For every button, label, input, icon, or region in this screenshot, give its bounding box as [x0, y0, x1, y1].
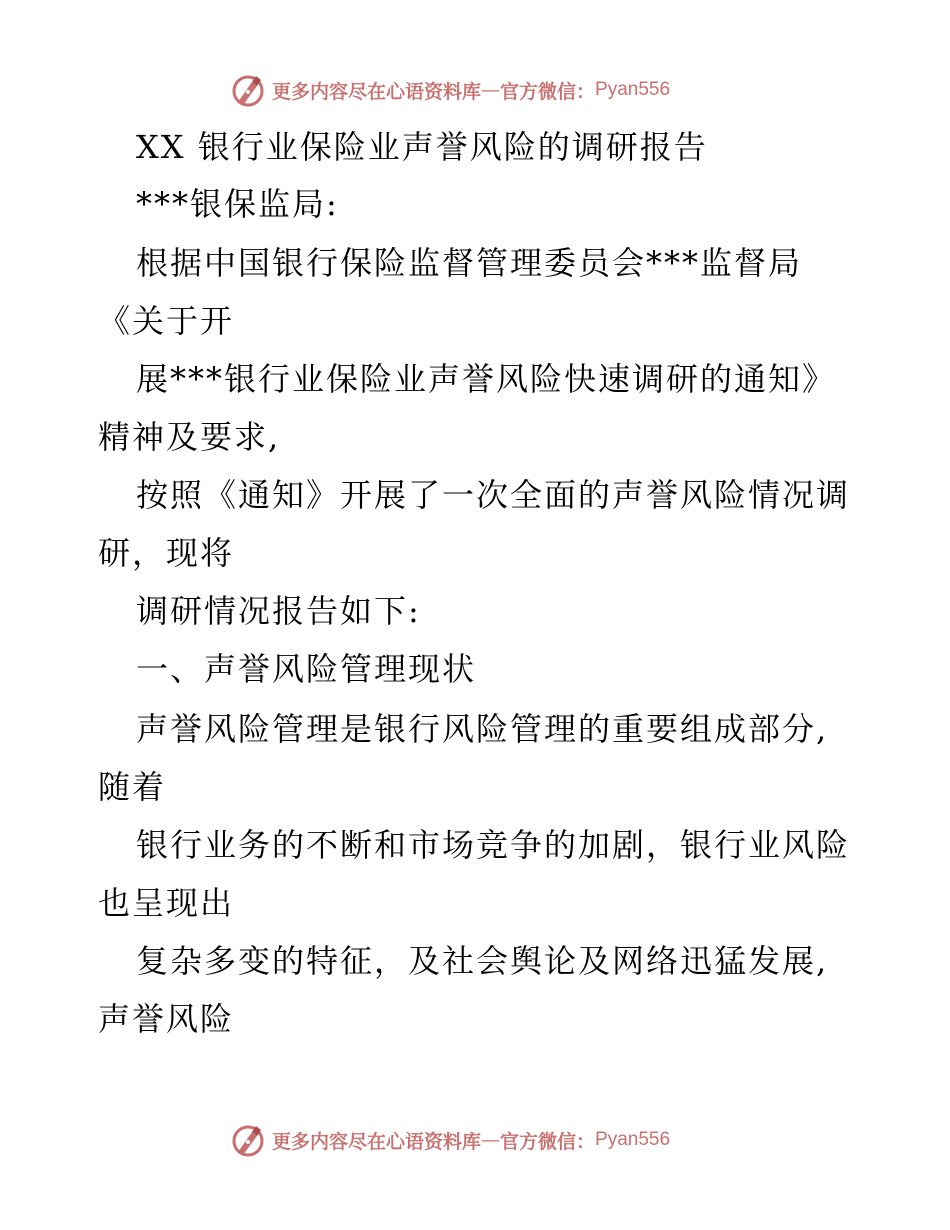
body-line: 根据中国银行保险监督管理委员会***监督局 [136, 244, 803, 282]
body-line: 也呈现出 [98, 884, 235, 922]
watermark-wechat-handle: Pyan556 [595, 1129, 671, 1150]
document-title: XX 银行业保险业声誉风险的调研报告 [136, 128, 708, 166]
body-line: 随着 [98, 768, 167, 806]
watermark-dash: — [481, 1129, 501, 1151]
body-line: 按照《通知》开展了一次全面的声誉风险情况调 [136, 476, 851, 514]
body-line: 复杂多变的特征，及社会舆论及网络迅猛发展, [136, 942, 829, 980]
pen-logo-icon [230, 1122, 266, 1158]
body-line: 声誉风险管理是银行风险管理的重要组成部分, [136, 710, 829, 748]
section-heading: 一、声誉风险管理现状 [136, 650, 477, 688]
body-line: 调研情况报告如下: [136, 592, 421, 630]
watermark-text: 更多内容尽在心语资料库 [272, 80, 482, 103]
header-watermark [230, 70, 670, 110]
watermark-dash: — [481, 79, 501, 101]
footer-watermark [230, 1120, 670, 1160]
salutation: ***银保监局: [136, 185, 339, 223]
body-line: 银行业务的不断和市场竞争的加剧，银行业风险 [136, 826, 851, 864]
body-line: 精神及要求, [98, 418, 281, 456]
body-line: 《关于开 [98, 302, 235, 340]
body-line: 声誉风险 [98, 1000, 235, 1038]
watermark-wechat-label: 官方微信： [500, 1130, 596, 1153]
watermark-wechat-label: 官方微信： [500, 80, 596, 103]
pen-logo-icon [230, 72, 266, 108]
body-line: 展***银行业保险业声誉风险快速调研的通知》 [136, 360, 837, 398]
watermark-text: 更多内容尽在心语资料库 [272, 1130, 482, 1153]
body-line: 研，现将 [98, 534, 235, 572]
watermark-wechat-handle: Pyan556 [595, 79, 671, 100]
